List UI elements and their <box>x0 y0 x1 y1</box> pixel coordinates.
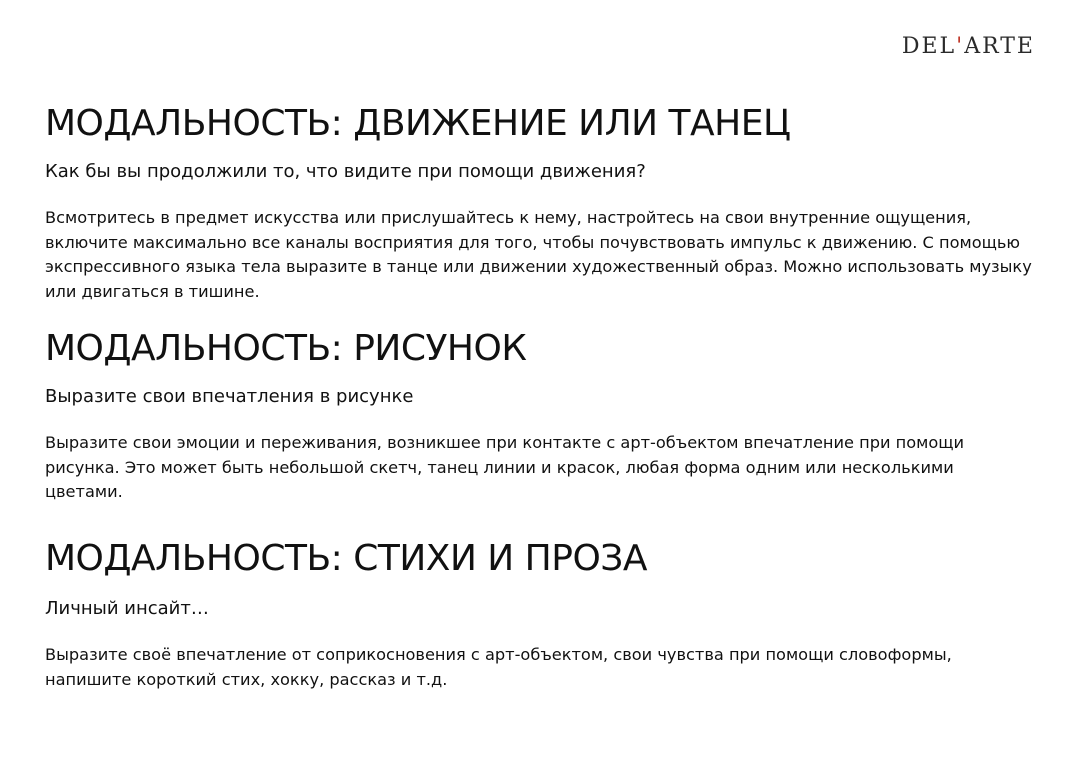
section-poetry-prose <box>45 537 1035 692</box>
section-subtitle: Личный инсайт… <box>45 598 209 619</box>
section-body: Выразите свои эмоции и переживания, возникшее при контакте с арт-объектом впечатление при помощи рисунка. Это может быть небольшой скетч, танец линии и красок, любая форма одним или несколькими цветами. <box>45 433 965 501</box>
section-subtitle: Выразите свои впечатления в рисунке <box>45 386 414 407</box>
section-heading: МОДАЛЬНОСТЬ: РИСУНОК <box>45 328 527 369</box>
section-heading: МОДАЛЬНОСТЬ: СТИХИ И ПРОЗА <box>45 538 648 579</box>
brand-logo-part-2: ARTE <box>964 34 1035 59</box>
section-body: Выразите своё впечатление от соприкосновения с арт-объектом, свои чувства при помощи словоформы, напишите короткий стих, хокку, рассказ и т.д. <box>45 645 952 689</box>
brand-logo <box>902 36 1035 58</box>
brand-logo-accent: ' <box>956 34 965 59</box>
section-movement-dance <box>45 102 1035 304</box>
section-heading: МОДАЛЬНОСТЬ: ДВИЖЕНИЕ ИЛИ ТАНЕЦ <box>45 103 791 144</box>
brand-logo-part-1: DEL <box>901 34 957 59</box>
section-body: Всмотритесь в предмет искусства или прислушайтесь к нему, настройтесь на свои внутренние ощущения, включите максимально все каналы восприятия для того, чтобы почувствовать импульс к движению. С помощью экспрессивного языка тела выразите в танце или движении художественный образ. Можно использовать музыку или двигаться в тишине. <box>45 208 1032 301</box>
section-drawing <box>45 327 1035 505</box>
section-subtitle: Как бы вы продолжили то, что видите при помощи движения? <box>45 161 646 182</box>
